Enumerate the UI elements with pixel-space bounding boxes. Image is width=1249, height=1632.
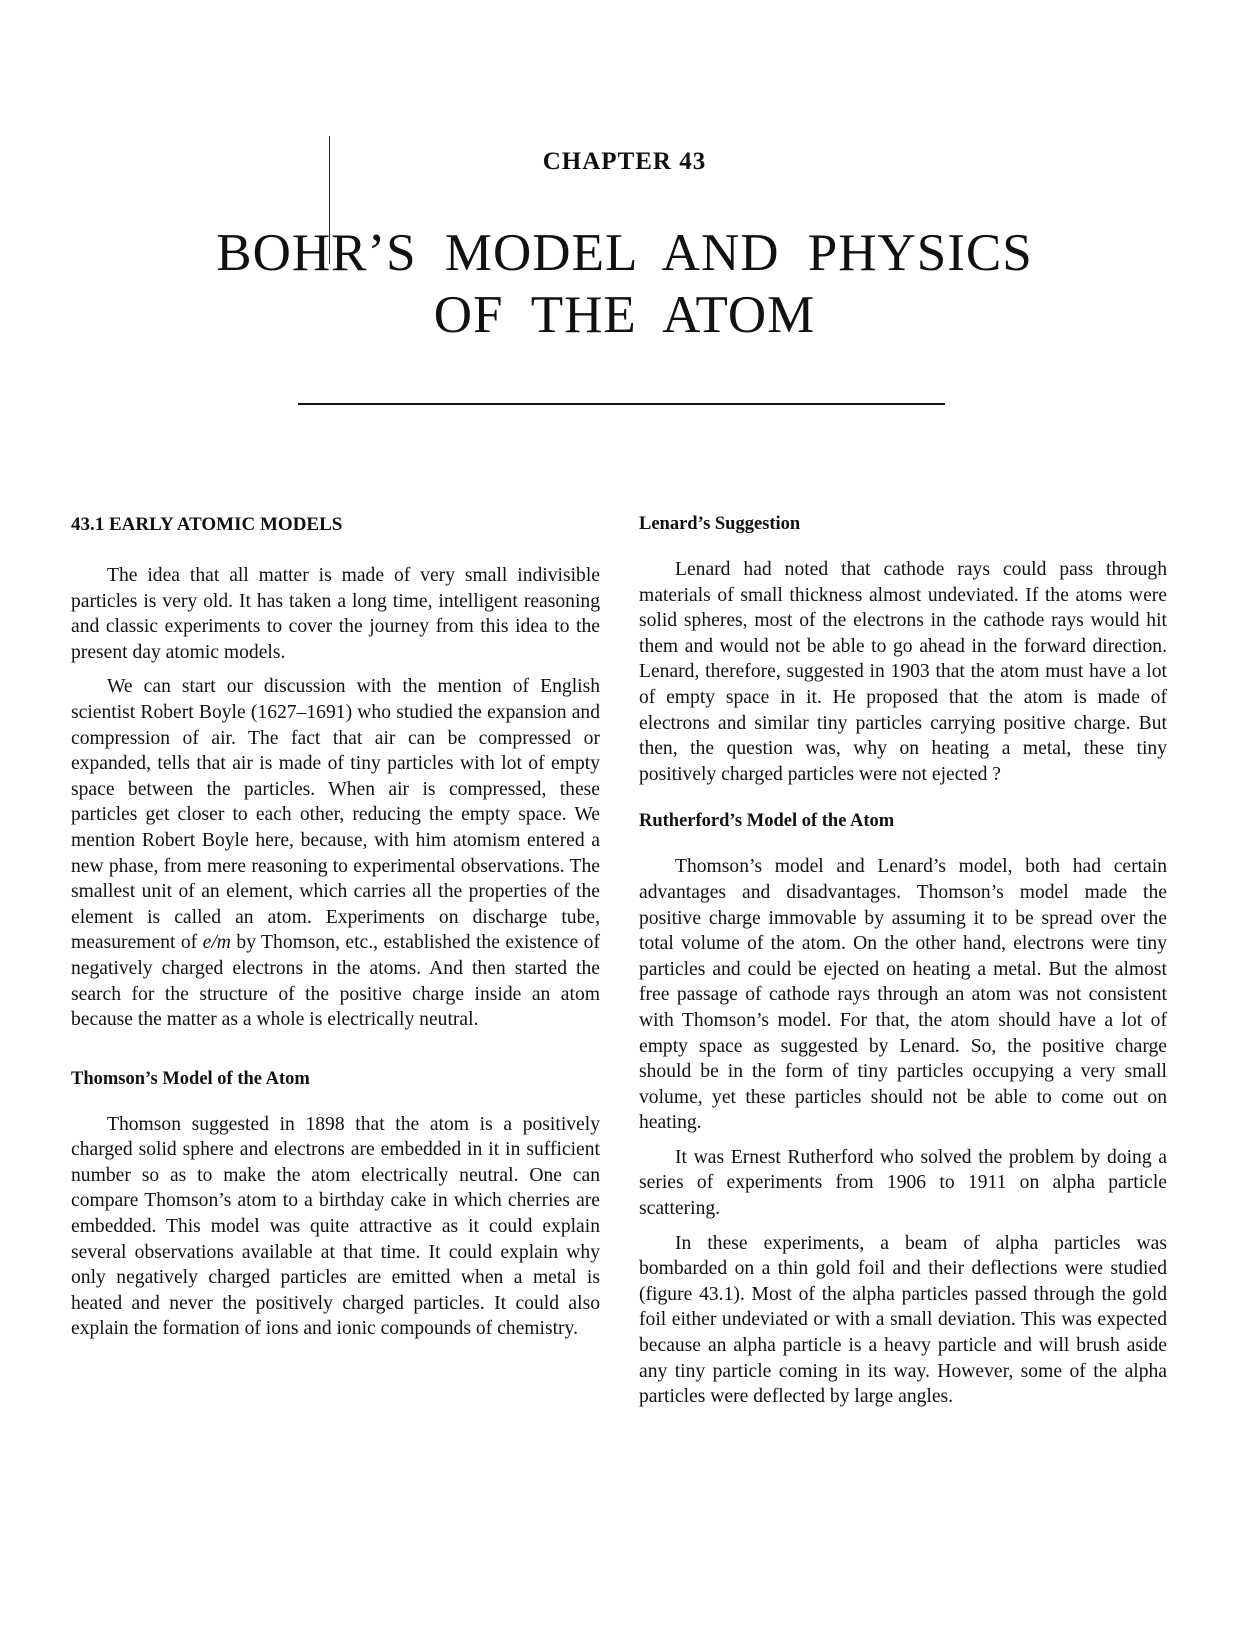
paragraph-lenard: Lenard had noted that cathode rays could pass through materials of small thickness almost undeviated. If the atoms were solid spheres, most of the electrons in the cathode rays would hit them and would not be able to go ahead in the forward direction. Lenard, therefore, suggested in 1903 that the atom must have a lot of empty space in it. He proposed that the atom is made of electrons and similar tiny particles carrying positive charge. But then, the question was, why on heating a metal, these tiny positively charged particles were not ejected ? — [639, 559, 1167, 785]
chapter-title-line-2: OF THE ATOM — [433, 286, 816, 344]
paragraph-ernest-rutherford: It was Ernest Rutherford who solved the problem by doing a series of experiments from 1906 to 1911 on alpha particle scattering. — [639, 1146, 1167, 1220]
paragraph-robert-boyle-text-a: We can start our discussion with the mention of English scientist Robert Boyle (1627–1691) who studied the expansion and compression of air. The fact that air can be compressed or expanded, tells that air is made of tiny particles with lot of empty space between the particles. When air is compressed, these particles get closer to each other, reducing the empty space. We mention Robert Boyle here, because, with him atomism entered a new phase, from mere reasoning to experimental observations. The smallest unit of an element, which carries all the properties of the element is called an atom. Experiments on discharge tube, measurement of — [71, 676, 600, 954]
paragraph-robert-boyle-text-b: by Thomson, etc., established the existence of negatively charged electrons in the atoms. And then started the search for the structure of the positive charge inside an atom because the matter as a whole is electrically neutral. — [71, 932, 600, 1031]
left-column — [71, 512, 600, 1351]
chapter-title-line-1: BOHR’S MODEL AND PHYSICS — [216, 224, 1033, 282]
chapter-label: CHAPTER 43 — [542, 148, 707, 175]
chapter-title — [0, 222, 1249, 346]
section-heading-early-atomic-models: 43.1 EARLY ATOMIC MODELS — [71, 514, 343, 535]
subheading-thomson-model: Thomson’s Model of the Atom — [71, 1068, 310, 1089]
title-underline — [298, 403, 945, 405]
paragraph-rutherford-comparison: Thomson’s model and Lenard’s model, both had certain advantages and disadvantages. Thomson’s model made the positive charge immovable by assuming it to be spread over the total volume of the atom. On the other hand, electrons were tiny particles and could be ejected on heating a metal. But the almost free passage of cathode rays through an atom was not consistent with Thomson’s model. For that, the atom should have a lot of empty space as suggested by Lenard. So, the positive charge should be in the form of tiny particles occupying a very small volume, yet these particles should not be able to come out on heating. — [639, 856, 1167, 1134]
subheading-rutherford-model: Rutherford’s Model of the Atom — [639, 811, 895, 832]
paragraph-intro: The idea that all matter is made of very small indivisible particles is very old. It has taken a long time, intelligent reasoning and classic experiments to cover the journey from this idea to the present day atomic models. — [71, 565, 600, 663]
paragraph-alpha-scattering: In these experiments, a beam of alpha particles was bombarded on a thin gold foil and their deflections were studied (figure 43.1). Most of the alpha particles passed through the gold foil either undeviated or with a small deviation. This was expected because an alpha particle is a heavy particle and will brush aside any tiny particle coming in its way. However, some of the alpha particles were deflected by large angles. — [639, 1232, 1167, 1408]
right-column — [639, 512, 1167, 1419]
subheading-lenard-suggestion: Lenard’s Suggestion — [639, 514, 801, 534]
e-over-m-symbol: e/m — [202, 932, 231, 954]
paragraph-robert-boyle — [71, 674, 600, 1032]
paragraph-thomson-model: Thomson suggested in 1898 that the atom is a positively charged solid sphere and electrons are embedded in it in sufficient number so as to make the atom electrically neutral. One can compare Thomson’s atom to a birthday cake in which cherries are embedded. This model was quite attractive as it could explain several observations available at that time. It could explain why only negatively charged particles are emitted when a metal is heated and never the positively charged particles. It could also explain the formation of ions and ionic compounds of chemistry. — [71, 1113, 600, 1340]
